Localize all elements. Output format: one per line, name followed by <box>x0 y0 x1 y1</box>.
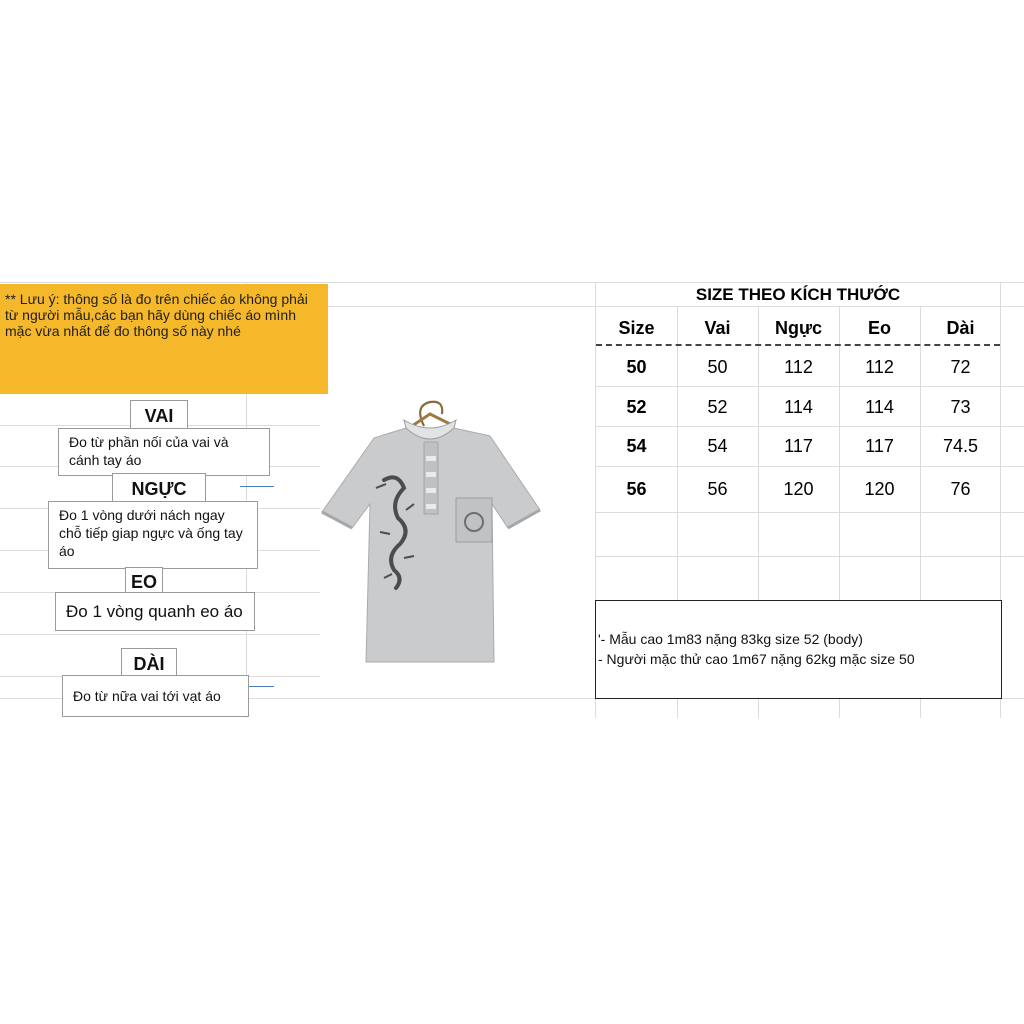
cell-size: 50 <box>626 357 647 377</box>
cell-dai: 74.5 <box>942 436 979 456</box>
header-vai: Vai <box>704 318 731 338</box>
cell-vai: 52 <box>707 397 728 417</box>
cell-size: 56 <box>626 479 647 499</box>
cell-eo: 114 <box>865 397 894 417</box>
remark-line: - Người mặc thử cao 1m67 nặng 62kg mặc size 50 <box>598 651 915 667</box>
tshirt-image <box>314 392 546 668</box>
label-dai: DÀI <box>121 648 177 678</box>
label-vai: VAI <box>130 400 188 431</box>
cell-dai: 73 <box>950 397 971 417</box>
cell-dai: 72 <box>950 357 971 377</box>
cell-nguc: 120 <box>783 479 814 499</box>
cell-dai: 76 <box>950 479 971 499</box>
desc-dai: Đo từ nữa vai tới vạt áo <box>62 675 249 717</box>
cell-size: 54 <box>626 436 647 456</box>
label-nguc: NGỰC <box>112 473 206 504</box>
header-eo: Eo <box>867 318 891 338</box>
header-size: Size <box>618 318 655 338</box>
cell-eo: 120 <box>864 479 895 499</box>
cell-eo: 112 <box>865 357 894 377</box>
header-divider <box>596 344 1000 346</box>
remark-line: '- Mẫu cao 1m83 nặng 83kg size 52 (body) <box>598 631 863 647</box>
desc-nguc: Đo 1 vòng dưới nách ngay chỗ tiếp giap ngực và ống tay áo <box>48 501 258 569</box>
cell-eo: 117 <box>865 436 894 456</box>
header-dai: Dài <box>946 318 975 338</box>
cell-size: 52 <box>626 397 647 417</box>
cell-nguc: 112 <box>784 357 813 377</box>
size-table-title: SIZE THEO KÍCH THƯỚC <box>695 285 901 304</box>
cell-vai: 54 <box>707 436 728 456</box>
cell-vai: 50 <box>707 357 728 377</box>
model-remarks <box>595 600 1002 699</box>
measurement-note <box>0 284 328 394</box>
header-nguc: Ngực <box>774 318 823 338</box>
cell-nguc: 114 <box>784 397 813 417</box>
cell-nguc: 117 <box>784 436 813 456</box>
note-text: ** Lưu ý: thông số là đo trên chiếc áo không phải từ người mẫu,các bạn hãy dùng chiếc áo mình mặc vừa nhất để đo thông số này nhé <box>5 291 308 339</box>
desc-vai: Đo từ phần nối của vai và cánh tay áo <box>58 428 270 476</box>
desc-eo: Đo 1 vòng quanh eo áo <box>55 592 255 631</box>
label-eo: EO <box>125 567 163 595</box>
cell-vai: 56 <box>707 479 728 499</box>
